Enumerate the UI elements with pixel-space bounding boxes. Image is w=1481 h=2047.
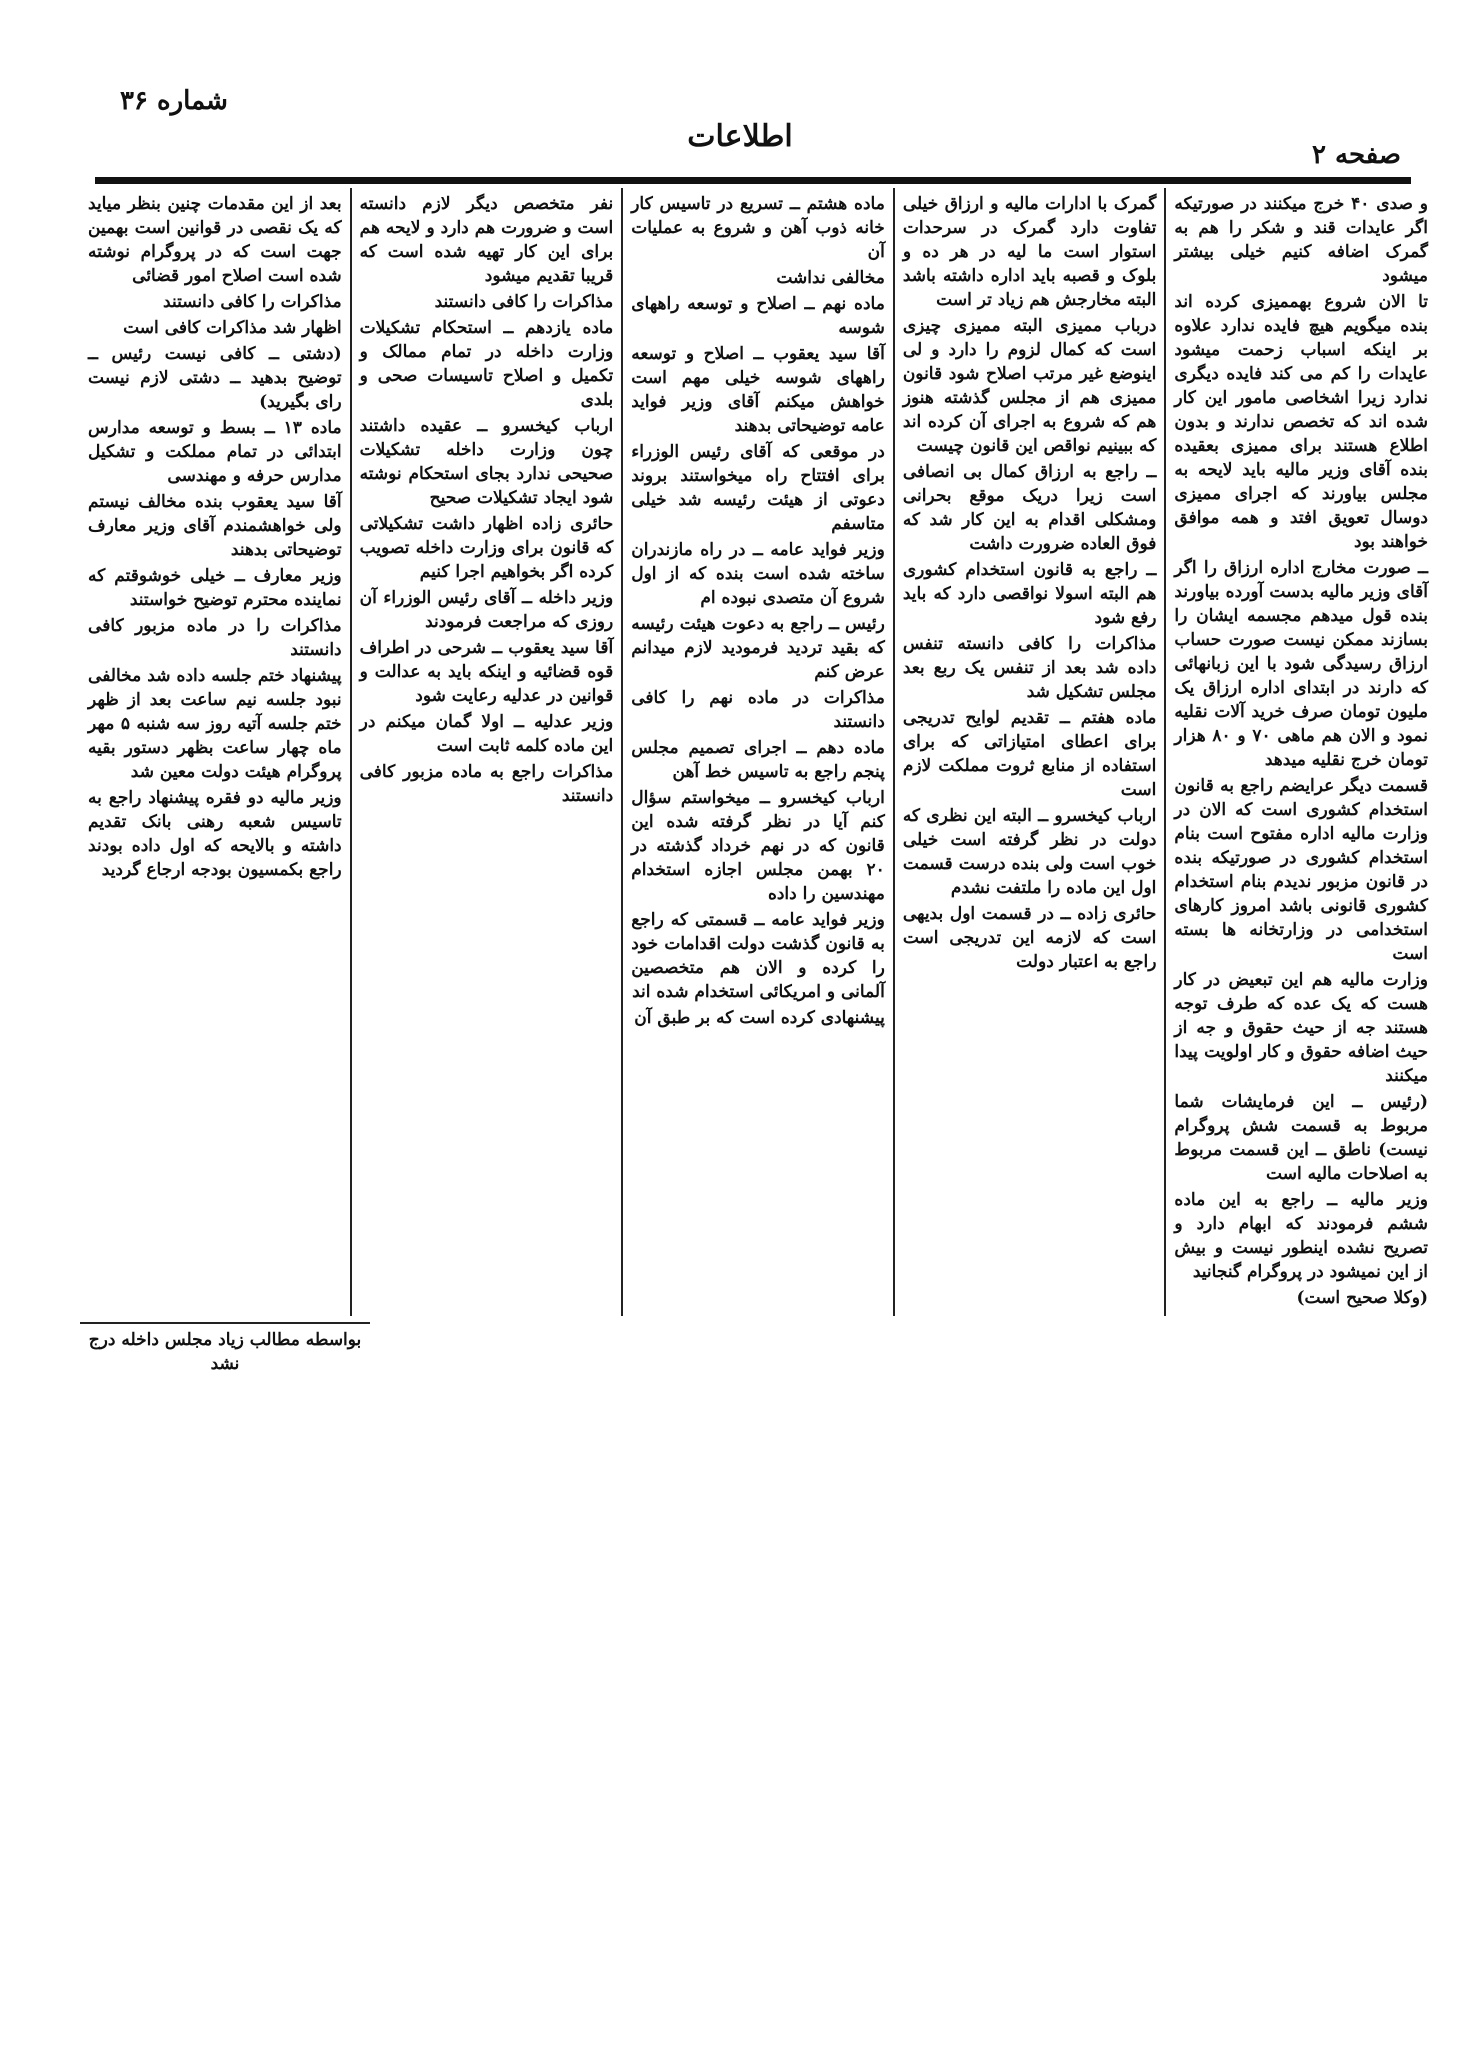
paragraph: (دشتی ــ کافی نیست رئیس ــ توضیح بدهید ــ دشتی لازم نیست رای بگیرید) bbox=[88, 344, 342, 412]
newspaper-title: اطلاعات bbox=[687, 119, 793, 154]
paragraph: وزیر مالیه ــ راجع به این ماده ششم فرمودند که ابهام دارد و تصریح نشده اینطور نیست و بیش از این نمیشود در پروگرام گنجانید bbox=[1174, 1190, 1428, 1282]
paragraph: وزیر فواید عامه ــ در راه مازندران ساخته شده است بنده که از اول شروع آن متصدی نبوده ام bbox=[631, 540, 885, 608]
paragraph: ماده ۱۳ ــ بسط و توسعه مدارس ابتدائی در تمام مملکت و تشکیل مدارس حرفه و مهندسی bbox=[88, 418, 342, 486]
paragraph: آقا سید یعقوب ــ شرحی در اطراف قوه قضائیه و اینکه باید به عدالت و قوانین در عدلیه رعایت شود bbox=[359, 638, 614, 706]
paragraph: ارباب کیخسرو ــ البته این نظری که دولت در نظر گرفته است خیلی خوب است ولی بنده درست قسمت اول این ماده را ملتفت نشدم bbox=[902, 806, 1157, 898]
paragraph: (وکلا صحیح است) bbox=[1296, 1288, 1428, 1308]
paragraph: مخالفی نداشت bbox=[776, 268, 885, 288]
paragraph: حائری زاده اظهار داشت تشکیلاتی که قانون برای وزارت داخله تصویب کرده اگر بخواهیم اجرا کنیم bbox=[359, 514, 614, 582]
paragraph: ماده هفتم ــ تقدیم لوایح تدریجی برای اعطای امتیازاتی که برای استفاده از منابع ثروت مملکت لازم است bbox=[902, 708, 1157, 800]
paragraph: ماده دهم ــ اجرای تصمیم مجلس پنجم راجع به تاسیس خط آهن bbox=[631, 738, 885, 782]
paragraph: ماده هشتم ــ تسریع در تاسیس کار خانه ذوب آهن و شروع به عملیات آن bbox=[631, 194, 885, 262]
paragraph: اظهار شد مذاکرات کافی است bbox=[123, 318, 342, 338]
paragraph: رئیس ــ راجع به دعوت هیئت رئیسه که بقید تردید فرمودید لازم میدانم عرض کنم bbox=[631, 614, 885, 682]
paragraph: وزارت مالیه هم این تبعیض در کار هست که یک عده که طرف توجه هستند جه از حیث حقوق و جه از حیث اضافه حقوق و کار اولویت پیدا میکنند bbox=[1174, 970, 1428, 1086]
paragraph: ــ راجع به ارزاق کمال بی انصافی است زیرا دریک موقع بحرانی ومشکلی اقدام به این کار شد که فوق العاده ضرورت داشت bbox=[902, 462, 1157, 554]
paragraph: ــ راجع به قانون استخدام کشوری هم البته اسولا نواقصی دارد که باید رفع شود bbox=[902, 560, 1157, 628]
paragraph: و صدی ۴۰ خرج میکنند در صورتیکه اگر عایدات قند و شکر را هم به گمرک اضافه کنیم خیلی بیشتر میشود bbox=[1174, 194, 1428, 286]
paragraph: مذاکرات راجع به ماده مزبور کافی دانستند bbox=[359, 762, 614, 806]
paragraph: آقا سید یعقوب بنده مخالف نیستم ولی خواهشمندم آقای وزیر معارف توضیحاتی بدهند bbox=[88, 492, 342, 560]
paragraph: آقا سید یعقوب ــ اصلاح و توسعه راههای شوسه خیلی مهم است خواهش میکنم آقای وزیر فواید عامه توضیحاتی بدهند bbox=[631, 344, 885, 436]
column-3 bbox=[621, 188, 893, 1316]
page-number: صفحه ۲ bbox=[1312, 140, 1401, 170]
paragraph: گمرک با ادارات مالیه و ارزاق خیلی تفاوت دارد گمرک در سرحدات استوار است ما لیه در هر ده و بلوک و قصبه باید اداره داشته باشد البته مخارجش هم زیاد تر است bbox=[902, 194, 1157, 310]
paragraph: مذاکرات را کافی دانستند bbox=[434, 292, 614, 312]
footer-note: بواسطه مطالب زیاد مجلس داخله درج نشد bbox=[80, 1322, 370, 1376]
paragraph: وزیر معارف ــ خیلی خوشوقتم که نماینده محترم توضیح خواستند bbox=[88, 566, 342, 610]
paragraph: قسمت دیگر عرایضم راجع به قانون استخدام کشوری است که الان در وزارت مالیه اداره مفتوح است بنام استخدام کشوری در صورتیکه بنده در قانون مزبور ندیدم بنام استخدام کشوری قانونی باشد امروز کارهای استخدامی در وزارتخانه ها بسته است bbox=[1174, 776, 1428, 964]
paragraph: وزیر مالیه دو فقره پیشنهاد راجع به تاسیس شعبه رهنی بانک تقدیم داشته و بالایحه که اول داده بودند راجع بکمسیون بودجه ارجاع گردید bbox=[88, 788, 342, 880]
paragraph: (رئیس ــ این فرمایشات شما مربوط به قسمت شش پروگرام نیست) ناطق ــ این قسمت مربوط به اصلاحات مالیه است bbox=[1174, 1092, 1428, 1184]
paragraph: پیشنهاد ختم جلسه داده شد مخالفی نبود جلسه نیم ساعت بعد از ظهر ختم جلسه آتیه روز سه شنبه ۵ مهر ماه چهار ساعت بظهر دستور بقیه پروگرام هیئت دولت معین شد bbox=[88, 666, 342, 782]
issue-number: شماره ۳۶ bbox=[120, 86, 228, 116]
paragraph: ارباب کیخسرو ــ میخواستم سؤال کنم آیا در نظر گرفته شده این قانون که در نهم خرداد گذشته در ۲۰ بهمن مجلس اجازه استخدام مهندسین را داده bbox=[631, 788, 885, 904]
paragraph: مذاکرات را در ماده مزبور کافی دانستند bbox=[88, 616, 342, 660]
paragraph: پیشنهادی کرده است که بر طبق آن bbox=[634, 1008, 885, 1028]
paragraph: ارباب کیخسرو ــ عقیده داشتند چون وزارت داخله تشکیلات صحیحی ندارد بجای استحکام نوشته شود ایجاد تشکیلات صحیح bbox=[359, 416, 614, 508]
paragraph: بعد از این مقدمات چنین بنظر میاید که یک نقصی در قوانین است بهمین جهت است که در پروگرام نوشته شده است اصلاح امور قضائی bbox=[88, 194, 342, 286]
paragraph: نفر متخصص دیگر لازم دانسته است و ضرورت هم دارد و لایحه هم برای این کار تهیه شده است که قریبا تقدیم میشود bbox=[359, 194, 614, 286]
paragraph: مذاکرات را کافی دانسته تنفس داده شد بعد از تنفس یک ربع بعد مجلس تشکیل شد bbox=[902, 634, 1157, 702]
paragraph: مذاکرات را کافی دانستند bbox=[163, 292, 342, 312]
header-rule bbox=[95, 177, 1411, 184]
column-5 bbox=[80, 188, 350, 1316]
column-2 bbox=[893, 188, 1165, 1316]
paragraph: وزیر داخله ــ آقای رئیس الوزراء آن روزی که مراجعت فرمودند bbox=[359, 588, 614, 632]
page-header bbox=[0, 0, 1481, 186]
paragraph: حائری زاده ــ در قسمت اول بدیهی است که لازمه این تدریجی است راجع به اعتبار دولت bbox=[902, 904, 1157, 972]
paragraph: مذاکرات در ماده نهم را کافی دانستند bbox=[631, 688, 885, 732]
paragraph: وزیر فواید عامه ــ قسمتی که راجع به قانون گذشت دولت اقدامات خود را کرده و الان هم متخصصین آلمانی و امریکائی استخدام شده اند bbox=[631, 910, 885, 1002]
column-4 bbox=[350, 188, 622, 1316]
column-1 bbox=[1164, 188, 1436, 1316]
paragraph: ــ صورت مخارج اداره ارزاق را اگر آقای وزیر مالیه بدست آورده بیاورند بنده قول میدهم مجسمه ایشان را بسازند ممکن نیست صورت حساب ارزاق رسیدگی شود با این زبانهائی که دارند در ابتدای اداره ارزاق یک ملیون تومان صرف خرید آلات نقلیه نمود و الان هم ماهی ۷۰ و ۸۰ هزار تومان خرج نقلیه میدهد bbox=[1174, 558, 1428, 770]
paragraph: در موقعی که آقای رئیس الوزراء برای افتتاح راه میخواستند بروند دعوتی از هیئت رئیسه شد خیلی متاسفم bbox=[631, 442, 885, 534]
paragraph: ماده نهم ــ اصلاح و توسعه راههای شوسه bbox=[631, 294, 885, 338]
paragraph: تا الان شروع بهممیزی کرده اند بنده میگویم هیچ فایده ندارد علاوه بر اینکه اسباب زحمت میشود عایدات را کم می کند فایده دیگری ندارد زیرا اشخاصی مامور این کار شده اند که تخصص ندارند و بدون اطلاع هستند برای ممیزی بعقیده بنده آقای وزیر مالیه باید لایحه به مجلس بیاورند که اجرای ممیزی دوسال تعویق افتد و همه موافق خواهند بود bbox=[1174, 292, 1428, 552]
paragraph: درباب ممیزی البته ممیزی چیزی است که کمال لزوم را دارد و لی اینوضع غیر مرتب اصلاح شود قانون ممیزی هم از مجلس گذشته هنوز هم که شروع به اجرای آن کرده اند که ببینیم نواقص این قانون چیست bbox=[902, 316, 1157, 456]
paragraph: وزیر عدلیه ــ اولا گمان میکنم در این ماده کلمه ثابت است bbox=[359, 712, 614, 756]
paragraph: ماده یازدهم ــ استحکام تشکیلات وزارت داخله در تمام ممالک و تکمیل و اصلاح تاسیسات صحی و بلدی bbox=[359, 318, 614, 410]
article-columns bbox=[80, 188, 1436, 1316]
